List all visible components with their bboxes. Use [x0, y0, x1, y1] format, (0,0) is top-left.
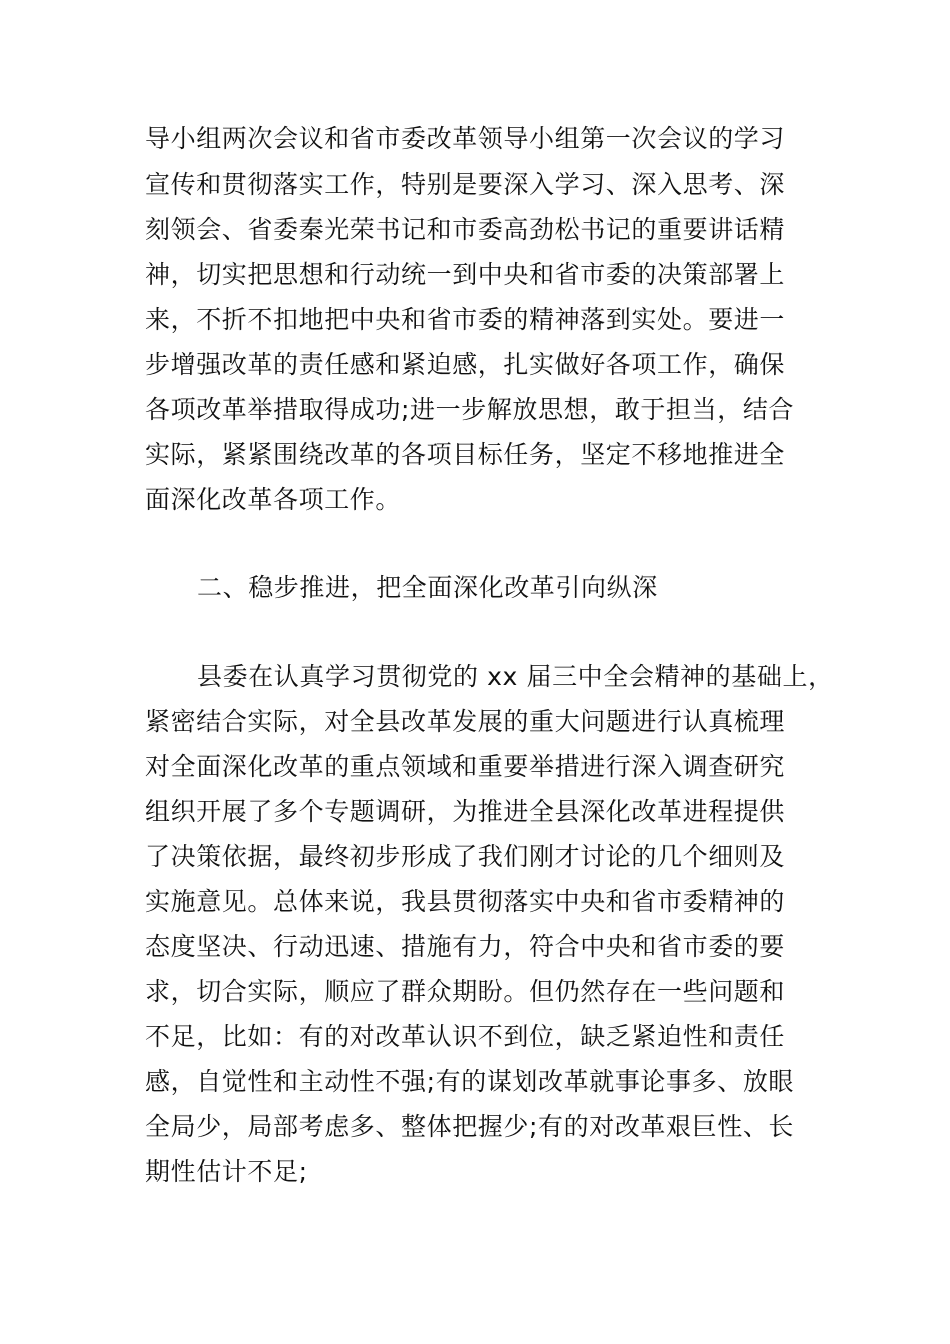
paragraph-2-line-1: 县委在认真学习贯彻党的 xx 届三中全会精神的基础上，	[197, 662, 834, 691]
paragraph-2-line-12: 期性估计不足;	[145, 1157, 308, 1186]
paragraph-2-line-6: 实施意见。总体来说，我县贯彻落实中央和省市委精神的	[145, 887, 786, 916]
paragraph-1-line-1: 导小组两次会议和省市委改革领导小组第一次会议的学习	[145, 124, 786, 153]
paragraph-2-line-8: 求，切合实际，顺应了群众期盼。但仍然存在一些问题和	[145, 977, 786, 1006]
section-heading-2: 二、稳步推进，把全面深化改革引向纵深	[197, 573, 658, 602]
paragraph-1-line-7: 各项改革举措取得成功;进一步解放思想，敢于担当，结合	[145, 395, 795, 424]
paragraph-1-line-4: 神，切实把思想和行动统一到中央和省市委的决策部署上	[145, 260, 786, 289]
paragraph-1-line-5: 来，不折不扣地把中央和省市委的精神落到实处。要进一	[145, 305, 786, 334]
paragraph-1-line-3: 刻领会、省委秦光荣书记和市委高劲松书记的重要讲话精	[145, 215, 786, 244]
paragraph-1-line-6: 步增强改革的责任感和紧迫感，扎实做好各项工作，确保	[145, 350, 786, 379]
paragraph-2-line-9: 不足，比如：有的对改革认识不到位，缺乏紧迫性和责任	[145, 1022, 786, 1051]
paragraph-1-line-2: 宣传和贯彻落实工作，特别是要深入学习、深入思考、深	[145, 170, 786, 199]
paragraph-2-line-3: 对全面深化改革的重点领域和重要举措进行深入调查研究	[145, 752, 786, 781]
paragraph-2-line-10: 感，自觉性和主动性不强;有的谋划改革就事论事多、放眼	[145, 1067, 795, 1096]
paragraph-2-line-2: 紧密结合实际，对全县改革发展的重大问题进行认真梳理	[145, 707, 786, 736]
paragraph-2-line-11: 全局少，局部考虑多、整体把握少;有的对改革艰巨性、长	[145, 1112, 795, 1141]
paragraph-2-line-4: 组织开展了多个专题调研，为推进全县深化改革进程提供	[145, 797, 786, 826]
paragraph-2-line-5: 了决策依据，最终初步形成了我们刚才讨论的几个细则及	[145, 842, 786, 871]
paragraph-1-line-9: 面深化改革各项工作。	[145, 485, 402, 514]
paragraph-1-line-8: 实际，紧紧围绕改革的各项目标任务，坚定不移地推进全	[145, 440, 786, 469]
paragraph-2-line-7: 态度坚决、行动迅速、措施有力，符合中央和省市委的要	[145, 932, 786, 961]
